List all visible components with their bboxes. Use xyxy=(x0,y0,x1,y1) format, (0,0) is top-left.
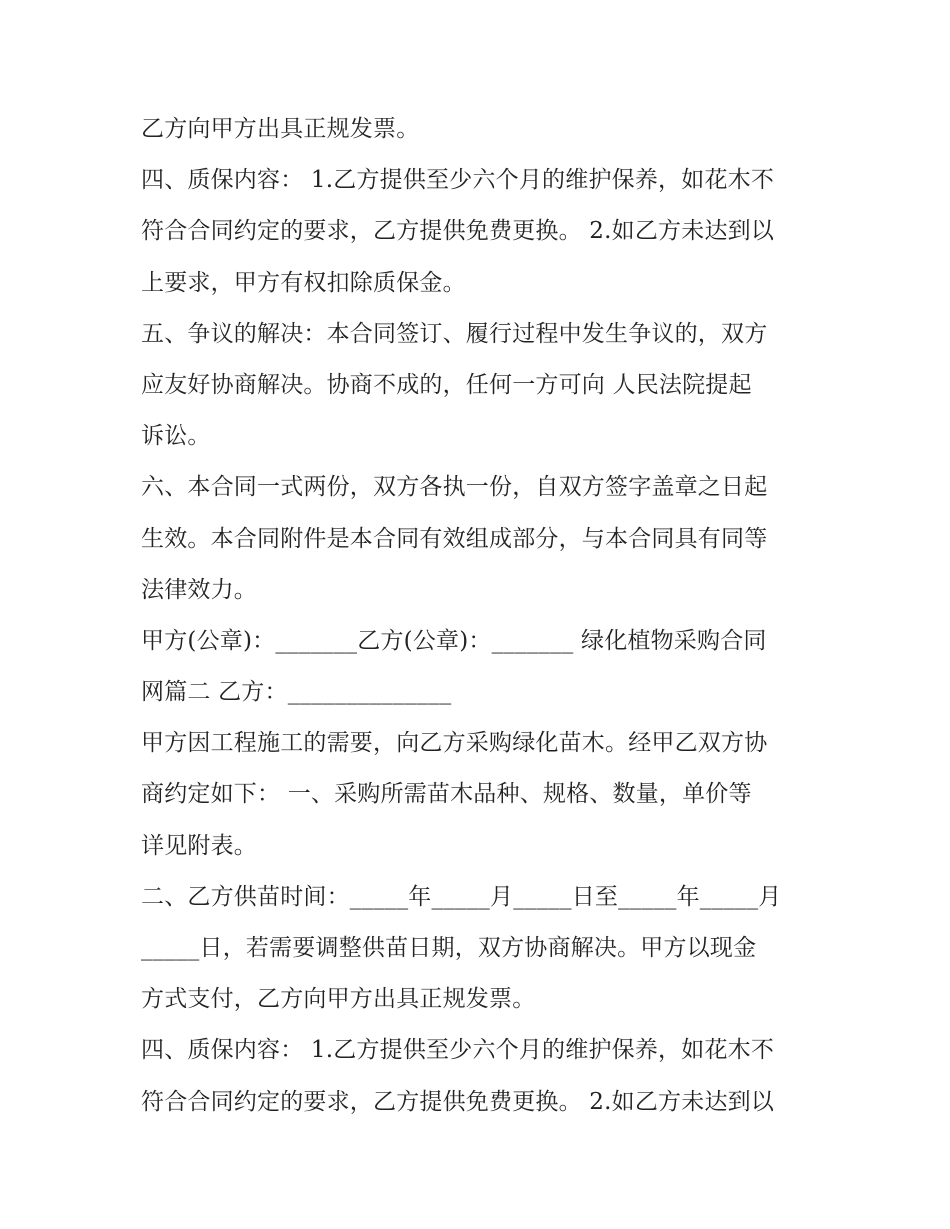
text-line: 二、乙方供苗时间：_____年_____月_____日至_____年_____月 xyxy=(141,883,782,910)
text-line: 乙方向甲方出具正规发票。 xyxy=(141,116,420,142)
text-line: 甲方因工程施工的需要，向乙方采购绿化苗木。经甲乙双方协 xyxy=(141,730,768,757)
text-line: 方式支付，乙方向甲方出具正规发票。 xyxy=(141,986,536,1013)
text-line: 六、本合同一式两份，双方各执一份，自双方签字盖章之日起 xyxy=(141,474,768,501)
text-line: 五、争议的解决：本合同签订、履行过程中发生争议的，双方 xyxy=(141,320,768,347)
text-line: 网篇二 乙方：______________ xyxy=(141,679,452,706)
text-line: 详见附表。 xyxy=(141,832,257,859)
text-line: 商约定如下： 一、采购所需苗木品种、规格、数量，单价等 xyxy=(141,781,752,808)
text-line: 符合合同约定的要求，乙方提供免费更换。 2.如乙方未达到以 xyxy=(141,218,775,245)
document-body xyxy=(141,104,821,1128)
text-line: 上要求，甲方有权扣除质保金。 xyxy=(141,269,466,296)
text-line: 法律效力。 xyxy=(141,576,257,603)
text-line: 四、质保内容： 1.乙方提供至少六个月的维护保养，如花木不 xyxy=(141,167,775,194)
text-line: 符合合同约定的要求，乙方提供免费更换。 2.如乙方未达到以 xyxy=(141,1088,775,1115)
text-line: _____日，若需要调整供苗日期，双方协商解决。甲方以现金 xyxy=(141,935,757,961)
text-line: 诉讼。 xyxy=(141,423,211,450)
text-line: 四、质保内容： 1.乙方提供至少六个月的维护保养，如花木不 xyxy=(141,1037,775,1064)
text-line: 生效。本合同附件是本合同有效组成部分，与本合同具有同等 xyxy=(141,525,768,552)
text-line: 甲方(公章)：_______乙方(公章)：_______ 绿化植物采购合同 xyxy=(141,627,767,654)
text-line: 应友好协商解决。协商不成的，任何一方可向 人民法院提起 xyxy=(141,371,752,398)
